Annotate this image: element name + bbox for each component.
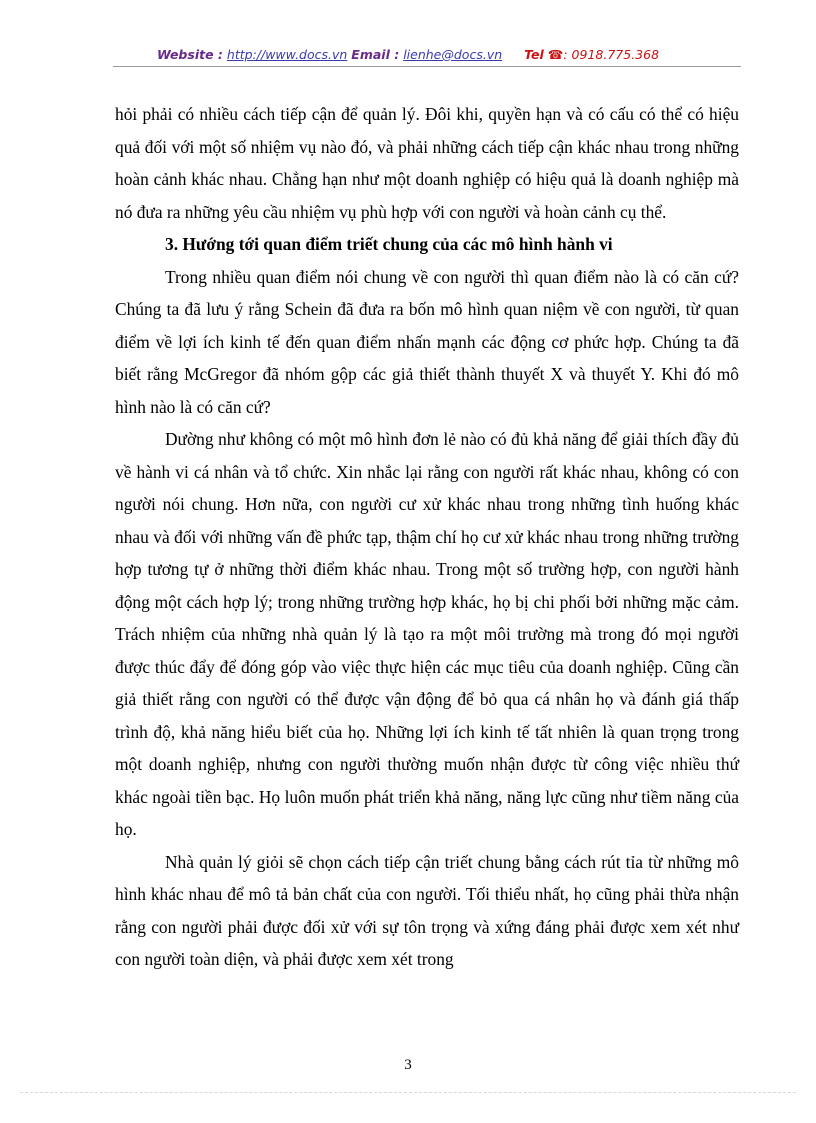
section-heading: 3. Hướng tới quan điểm triết chung của các mô hình hành vi [165, 234, 613, 254]
paragraph-4: Nhà quản lý giỏi sẽ chọn cách tiếp cận triết chung bằng cách rút tỉa từ những mô hình khác nhau để mô tả bản chất của con người. Tối thiểu nhất, họ cũng phải thừa nhận rằng con người phải được đối xử với sự tôn trọng và xứng đáng phải được xem xét như con người toàn diện, và phải được xem xét trong [115, 851, 739, 969]
paragraph-3: Dường như không có một mô hình đơn lẻ nào có đủ khả năng để giải thích đầy đủ về hành vi cá nhân và tổ chức. Xin nhắc lại rằng con người rất khác nhau, không có con người nói chung. Hơn nữa, con người cư xử khác nhau trong những tình huống khác nhau và đối với những vấn đề phức tạp, thậm chí họ cư xử khác nhau trong những trường hợp tương tự ở những thời điểm khác nhau. Trong một số trường hợp, con người hành động một cách hợp lý; trong những trường hợp khác, họ bị chi phối bởi những mặc cảm. Trách nhiệm của những nhà quản lý là tạo ra một môi trường mà trong đó mọi người được thúc đẩy để đóng góp vào việc thực hiện các mục tiêu của doanh nghiệp. Cũng cần giả thiết rằng con người có thể được vận động để bỏ qua cá nhân họ và đánh giá thấp trình độ, khả năng hiểu biết của họ. Những lợi ích kinh tế tất nhiên là quan trọng trong một doanh nghiệp, nhưng con người thường muốn nhận được từ công việc nhiều thứ khác ngoài tiền bạc. Họ luôn muốn phát triển khả năng, năng lực cũng như tiềm năng của họ. [115, 429, 739, 839]
email-link[interactable]: lienhe@docs.vn [403, 47, 503, 62]
page-number: 3 [404, 1057, 412, 1073]
header-divider [113, 66, 741, 67]
website-link[interactable]: http://www.docs.vn [226, 47, 348, 62]
footer-divider [20, 1092, 796, 1093]
paragraph-1: hỏi phải có nhiều cách tiếp cận để quản lý. Đôi khi, quyền hạn và có cấu có thể có hiệu quả đối với một số nhiệm vụ nào đó, và phải những cách tiếp cận khác nhau trong những hoàn cảnh khác nhau. Chẳng hạn như một doanh nghiệp có hiệu quả là doanh nghiệp mà nó đưa ra những yêu cầu nhiệm vụ phù hợp với con người và hoàn cảnh cụ thể. [115, 104, 739, 222]
website-label: Website : [156, 47, 223, 62]
email-label: Email : [351, 47, 400, 62]
tel-number: : 0918.775.368 [563, 47, 660, 62]
page-body [115, 98, 739, 976]
page-header [0, 47, 816, 67]
paragraph-2: Trong nhiều quan điểm nói chung về con người thì quan điểm nào là có căn cứ? Chúng ta đã lưu ý rằng Schein đã đưa ra bốn mô hình quan niệm về con người, từ quan điểm về lợi ích kinh tế đến quan điểm nhấn mạnh các động cơ phức hợp. Chúng ta đã biết rằng McGregor đã nhóm gộp các giả thiết thành thuyết X và thuyết Y. Khi đó mô hình nào là có căn cứ? [115, 266, 739, 417]
tel-label: Tel [524, 47, 544, 62]
phone-icon: ☎ [547, 47, 564, 62]
